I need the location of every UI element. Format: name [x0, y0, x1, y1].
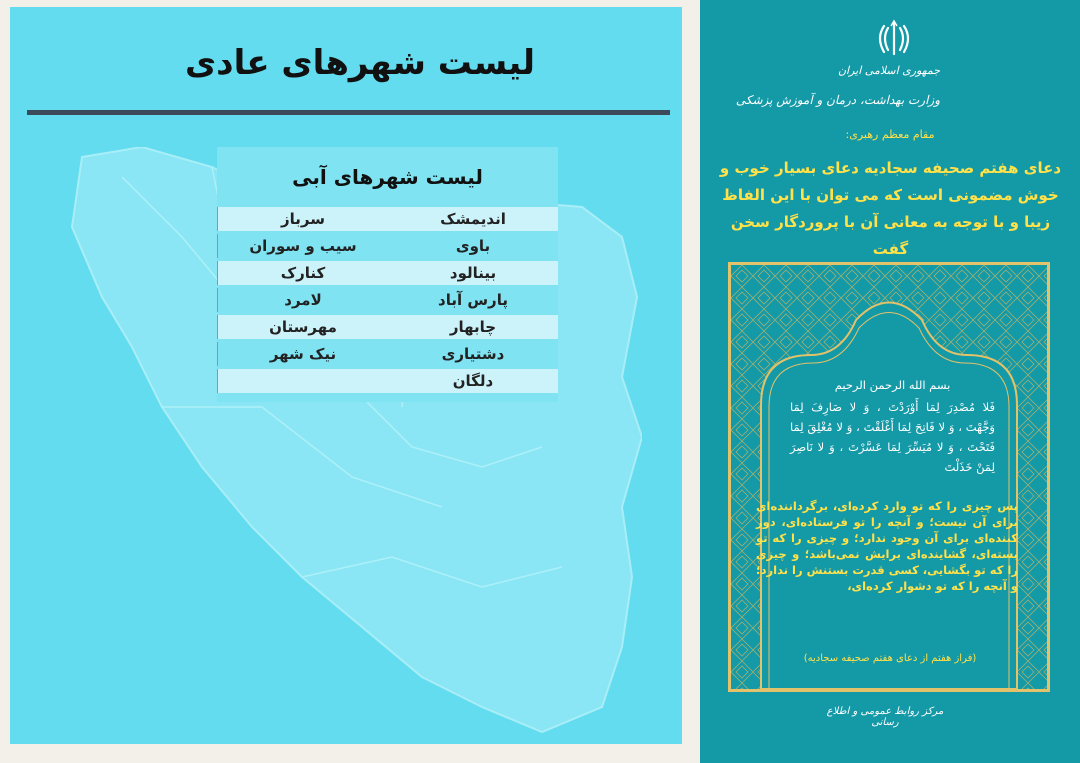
page-title: لیست شهرهای عادی — [184, 43, 536, 83]
bismillah: بسم الله الرحمن الرحيم — [834, 378, 951, 392]
table-cell: باوی — [455, 237, 491, 255]
table-cell: پارس آباد — [438, 291, 508, 309]
iran-emblem-icon — [874, 18, 914, 58]
ornamental-frame — [728, 262, 1050, 692]
header-line-1: جمهوری اسلامی ایران — [837, 64, 940, 77]
footer-signature: مرکز روابط عمومی و اطلاع رسانی — [826, 706, 944, 728]
table-cell: سرباز — [217, 207, 388, 231]
table-row — [217, 207, 558, 231]
ornament-pattern-image — [731, 265, 1047, 689]
table-cell: اندیمشک — [440, 210, 506, 228]
table-cell: کنارک — [217, 261, 388, 285]
table-row — [217, 342, 558, 366]
table-row — [217, 288, 558, 312]
header-line-2: وزارت بهداشت، درمان و آموزش پزشکی — [735, 93, 940, 107]
table-cell: مهرستان — [217, 315, 388, 339]
table-cell — [217, 369, 388, 393]
table-row — [217, 315, 558, 339]
table-cell: سیب و سوران — [217, 234, 388, 258]
table-cell: لامرد — [217, 288, 388, 312]
table-cell: بینالود — [449, 264, 497, 282]
table-row — [217, 261, 558, 285]
table-cell: چابهار — [449, 318, 497, 336]
arabic-prayer-text — [790, 375, 995, 477]
table-cell: نیک شهر — [217, 342, 388, 366]
title-divider — [27, 110, 670, 115]
table-row — [217, 369, 558, 393]
table-row — [217, 234, 558, 258]
table-title: لیست شهرهای آبی — [292, 165, 483, 189]
table-cell: دشتیاری — [441, 345, 505, 363]
table-cell: دلگان — [452, 372, 494, 390]
quote-text: دعای هفتم صحیفه سجادیه دعای بسیار خوب و خوش مضمونی است که می توان با این الفاظ زیبا و با توجه به معانی آن با پروردگار سخن گفت — [719, 159, 1062, 258]
blue-cities-table — [217, 147, 558, 402]
arabic-verse: فَلا مُصْدِرَ لِمَا أَوْرَدْتَ ، وَ لا صَارِفَ لِمَا وَجَّهْتَ ، وَ لا فَاتِحَ لِمَا أَغْلَقْتَ ، وَ لا مُغْلِقَ لِمَا فَتَحْتَ ، وَ لا مُيَسِّرَ لِمَا عَسَّرْتَ ، وَ لا نَاصِرَ لِمَنْ خَذَلْتَ — [790, 400, 995, 474]
city-list-panel — [10, 7, 682, 744]
source-citation: (فراز هفتم از دعای هفتم صحیفه سجادیه) — [803, 653, 977, 664]
persian-translation: پس چیزی را که تو وارد کرده‌ای، برگرداننده‌ای برای آن نیست؛ و آنچه را تو فرستاده‌ای، دور کننده‌ای برای آن وجود ندارد؛ و چیزی را که تو بسته‌ای، گشاینده‌ای برایش نمی‌باشد؛ و چیزی را که تو بگشایی، کسی قدرت بستنش را ندارد؛ و آنچه را که تو دشوار کرده‌ای، — [756, 499, 1018, 593]
quote-label: مقام معظم رهبری: — [845, 128, 935, 141]
